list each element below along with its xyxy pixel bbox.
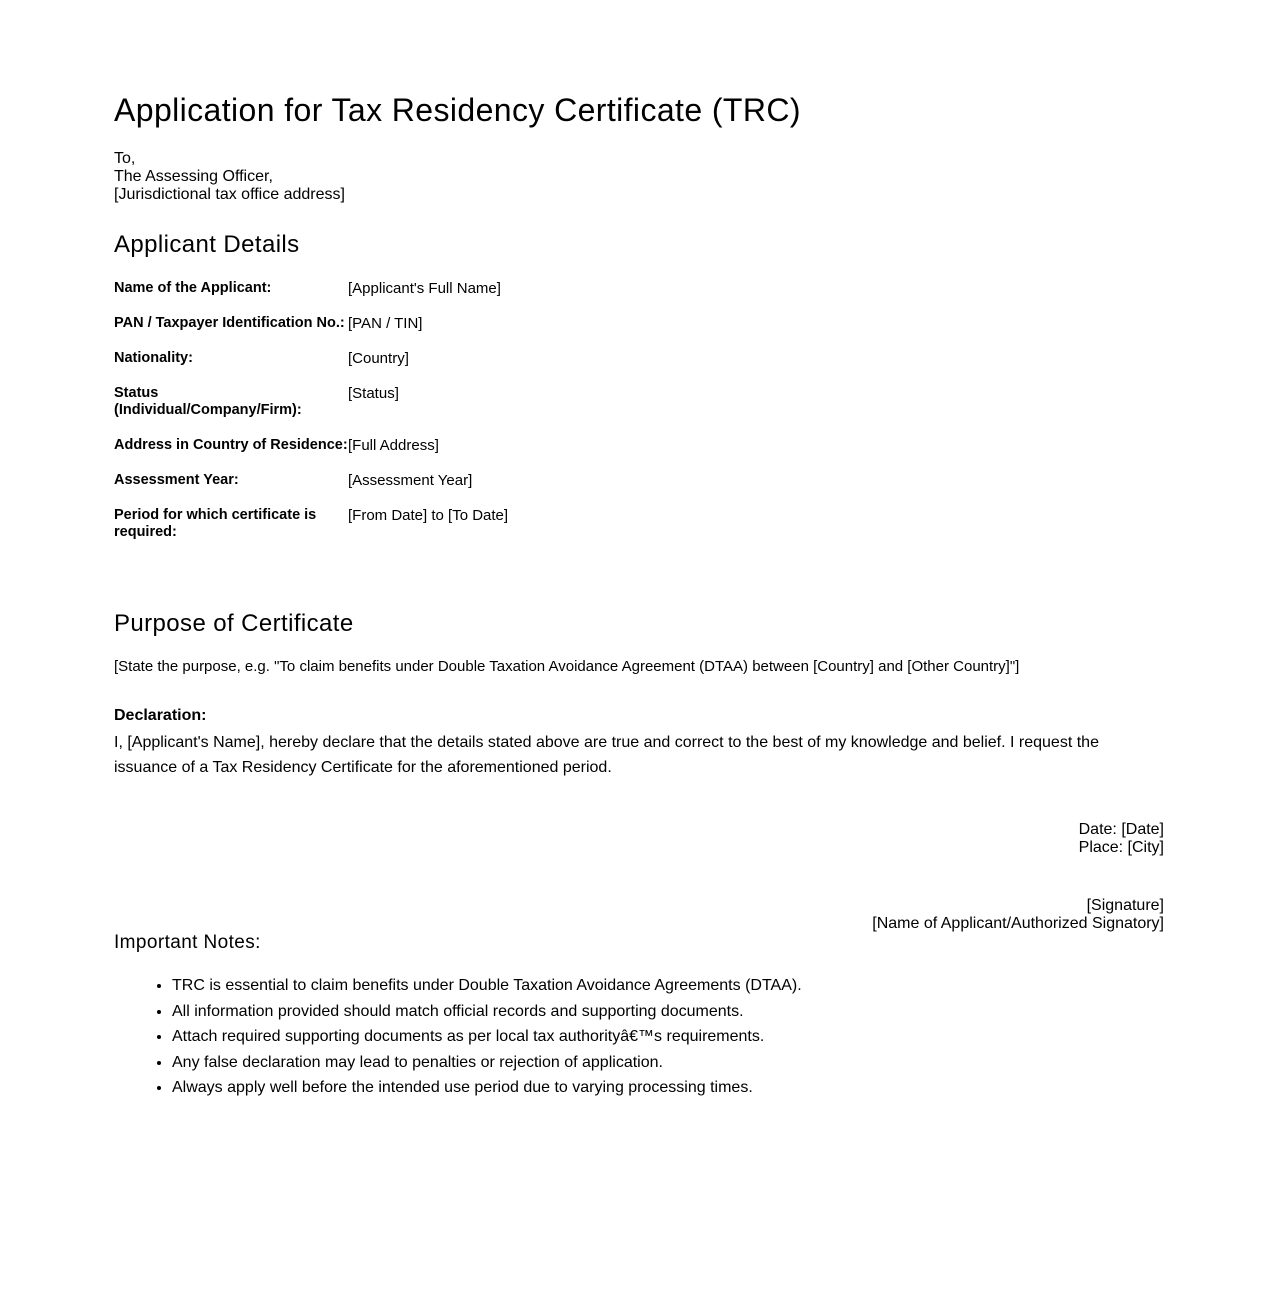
- detail-row-pan: [114, 315, 508, 350]
- signatory-name-line: [Name of Applicant/Authorized Signatory]: [872, 915, 1164, 932]
- detail-row-nationality: [114, 350, 508, 385]
- purpose-text: [State the purpose, e.g. "To claim benefits under Double Taxation Avoidance Agreement (DTAA) between [Country] and [Other Country]"]: [114, 658, 1020, 675]
- date-field: Date: [Date]: [1078, 821, 1164, 838]
- declaration-heading: Declaration:: [114, 707, 207, 724]
- list-item: • Always apply well before the intended use period due to varying processing times.: [172, 1075, 802, 1101]
- detail-value: [Country]: [348, 350, 409, 367]
- important-notes-heading: Important Notes:: [114, 932, 261, 953]
- recipient-line-address: [Jurisdictional tax office address]: [114, 186, 345, 203]
- detail-label: Period for which certificate is required:: [114, 507, 317, 540]
- applicant-details-table: [114, 280, 508, 559]
- place-field: Place: [City]: [1078, 839, 1164, 856]
- detail-row-address: [114, 437, 508, 472]
- detail-label: Assessment Year:: [114, 472, 239, 488]
- list-item: • TRC is essential to claim benefits under Double Taxation Avoidance Agreements (DTAA).: [172, 973, 802, 999]
- detail-value: [From Date] to [To Date]: [348, 507, 509, 524]
- detail-value: [Applicant's Full Name]: [348, 280, 501, 297]
- list-item: • Any false declaration may lead to penalties or rejection of application.: [172, 1050, 802, 1076]
- detail-row-assessment-year: [114, 472, 508, 507]
- detail-row-status: [114, 385, 508, 437]
- list-item: • Attach required supporting documents as per local tax authorityâ€™s requirements.: [172, 1024, 802, 1050]
- list-item: • All information provided should match official records and supporting documents.: [172, 999, 802, 1025]
- detail-value: [PAN / TIN]: [348, 315, 423, 332]
- signature-line: [Signature]: [1086, 897, 1164, 914]
- detail-label: Name of the Applicant:: [114, 280, 272, 296]
- date-place-block: [1079, 821, 1164, 857]
- signature-block: [872, 897, 1164, 933]
- detail-value: [Full Address]: [348, 437, 439, 454]
- detail-label: Nationality:: [114, 350, 193, 366]
- detail-value: [Assessment Year]: [348, 472, 473, 489]
- recipient-line-to: To,: [114, 150, 136, 167]
- detail-row-name: [114, 280, 508, 315]
- recipient-address: [114, 150, 345, 204]
- recipient-line-officer: The Assessing Officer,: [114, 168, 273, 185]
- detail-row-period: [114, 507, 508, 559]
- important-notes-list: [114, 973, 802, 1101]
- page-title: Application for Tax Residency Certificate (TRC): [114, 92, 801, 128]
- detail-value: [Status]: [348, 385, 399, 402]
- detail-label: Address in Country of Residence:: [114, 437, 348, 453]
- detail-label: PAN / Taxpayer Identification No.:: [114, 315, 345, 331]
- applicant-details-heading: Applicant Details: [114, 231, 300, 258]
- detail-label: Status (Individual/Company/Firm):: [114, 385, 302, 418]
- declaration-text: I, [Applicant's Name], hereby declare that the details stated above are true and correct to the best of my knowledge and belief. I request the issuance of a Tax Residency Certificate for the aforementioned period.: [114, 734, 1099, 776]
- purpose-heading: Purpose of Certificate: [114, 610, 354, 637]
